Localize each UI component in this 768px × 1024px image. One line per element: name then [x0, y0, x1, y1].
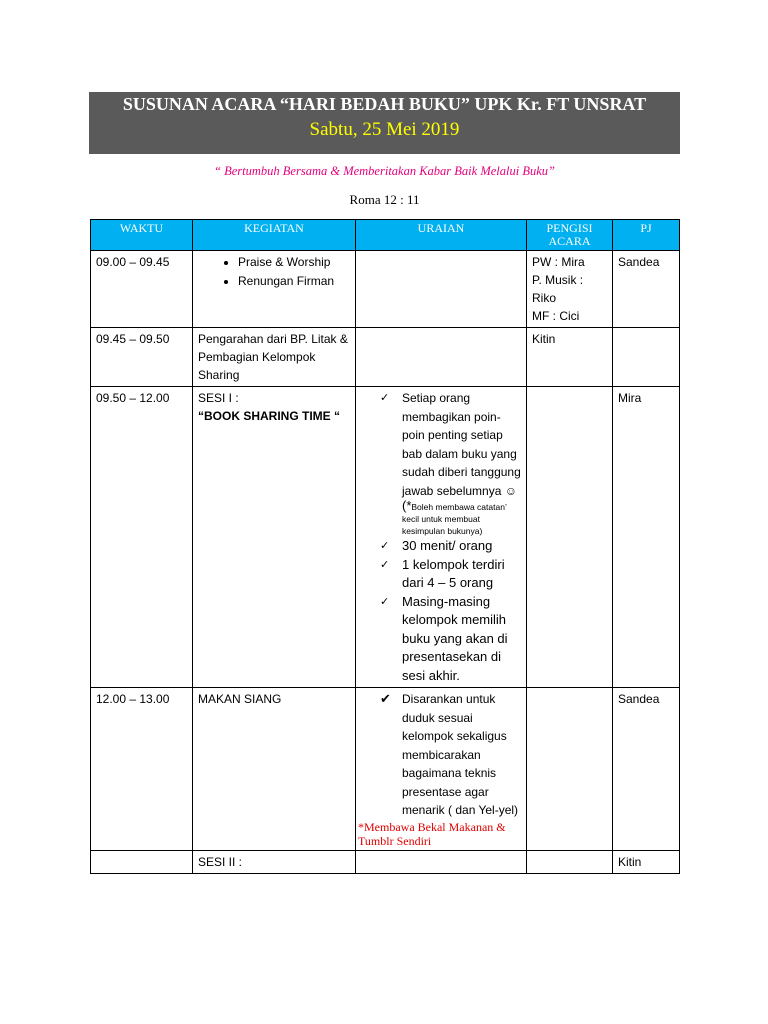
- checkmark-icon: ✓: [380, 540, 390, 552]
- list-item: [356, 537, 521, 556]
- table-row: [91, 328, 680, 387]
- event-date: Sabtu, 25 Mei 2019: [309, 119, 460, 140]
- cell-kegiatan: MAKAN SIANG: [193, 688, 356, 851]
- pengisi-line: P. Musik :: [532, 273, 584, 287]
- cell-waktu: [91, 850, 193, 873]
- list-item: [356, 593, 521, 686]
- list-item-text: 30 menit/ orang: [402, 538, 493, 553]
- note-text: [356, 500, 521, 537]
- session-label: SESI I :: [198, 391, 239, 405]
- list-item: [356, 690, 521, 820]
- cell-pj: Sandea: [613, 251, 680, 328]
- header-uraian: URAIAN: [356, 220, 527, 251]
- table-row: [91, 251, 680, 328]
- pengisi-line: MF : Cici: [532, 309, 580, 323]
- cell-kegiatan: [193, 251, 356, 328]
- checkmark-icon: ✓: [380, 595, 390, 608]
- list-item-text: Disarankan untuk duduk sesuai kelompok sekaligus membicarakan bagaimana teknis presentase agar menarik ( dan Yel-yel): [402, 692, 519, 817]
- header-kegiatan: KEGIATAN: [193, 220, 356, 251]
- document-title: SUSUNAN ACARA “HARI BEDAH BUKU” UPK Kr. FT UNSRAT: [122, 94, 647, 114]
- list-item: [356, 389, 521, 500]
- list-item: • Renungan Firman: [238, 272, 350, 291]
- cell-uraian: [356, 850, 527, 873]
- cell-pengisi: [527, 688, 613, 851]
- cell-waktu: 09.50 – 12.00: [91, 387, 193, 688]
- table-header-row: [91, 220, 680, 251]
- reminder-note: *Membawa Bekal Makanan & Tumblr Sendiri: [358, 819, 506, 848]
- list-item-text: Masing-masing kelompok memilih buku yang akan di presentasekan di sesi akhir.: [402, 593, 508, 683]
- pengisi-line: Riko: [532, 291, 557, 305]
- cell-uraian: [356, 251, 527, 328]
- event-theme: “ Bertumbuh Bersama & Memberitakan Kabar Baik Melalui Buku”: [214, 164, 555, 178]
- cell-kegiatan: Pengarahan dari BP. Litak & Pembagian Kelompok Sharing: [193, 328, 356, 387]
- cell-pengisi: [527, 387, 613, 688]
- list-item: [356, 556, 521, 593]
- checkmark-icon: ✓: [380, 392, 390, 404]
- checkmark-icon: ✓: [380, 558, 390, 571]
- header-banner: [89, 92, 680, 154]
- table-row: [91, 688, 680, 851]
- cell-pj: Sandea: [613, 688, 680, 851]
- note-open: (*: [402, 498, 412, 513]
- list-item-text: Setiap orang membagikan poin-poin penting setiap bab dalam buku yang sudah diberi tanggung jawab sebelumnya ☺: [402, 391, 521, 498]
- cell-pj: Kitin: [613, 850, 680, 873]
- list-item: • Praise & Worship: [238, 253, 350, 272]
- checkmark-icon: ✔: [380, 691, 391, 706]
- cell-pengisi: [527, 251, 613, 328]
- cell-pengisi: Kitin: [527, 328, 613, 387]
- header-waktu: WAKTU: [91, 220, 193, 251]
- pengisi-line: PW : Mira: [532, 255, 585, 269]
- cell-kegiatan: SESI II :: [193, 850, 356, 873]
- cell-uraian: [356, 328, 527, 387]
- header-pj: PJ: [613, 220, 680, 251]
- schedule-table: [90, 219, 680, 874]
- cell-pj: [613, 328, 680, 387]
- list-item-text: 1 kelompok terdiri dari 4 – 5 orang: [402, 556, 505, 590]
- header-pengisi-acara: PENGISI ACARA: [527, 220, 613, 251]
- table-row: [91, 387, 680, 688]
- cell-kegiatan: [193, 387, 356, 688]
- cell-pengisi: [527, 850, 613, 873]
- table-row: [91, 850, 680, 873]
- cell-uraian: [356, 387, 527, 688]
- bible-verse: Roma 12 : 11: [349, 192, 420, 207]
- cell-waktu: 09.45 – 09.50: [91, 328, 193, 387]
- note-body: Boleh membawa catatan’ kecil untuk membuat kesimpulan bukunya): [402, 502, 507, 536]
- cell-waktu: 12.00 – 13.00: [91, 688, 193, 851]
- session-title: “BOOK SHARING TIME “: [198, 409, 341, 423]
- cell-pj: Mira: [613, 387, 680, 688]
- cell-uraian: [356, 688, 527, 851]
- cell-waktu: 09.00 – 09.45: [91, 251, 193, 328]
